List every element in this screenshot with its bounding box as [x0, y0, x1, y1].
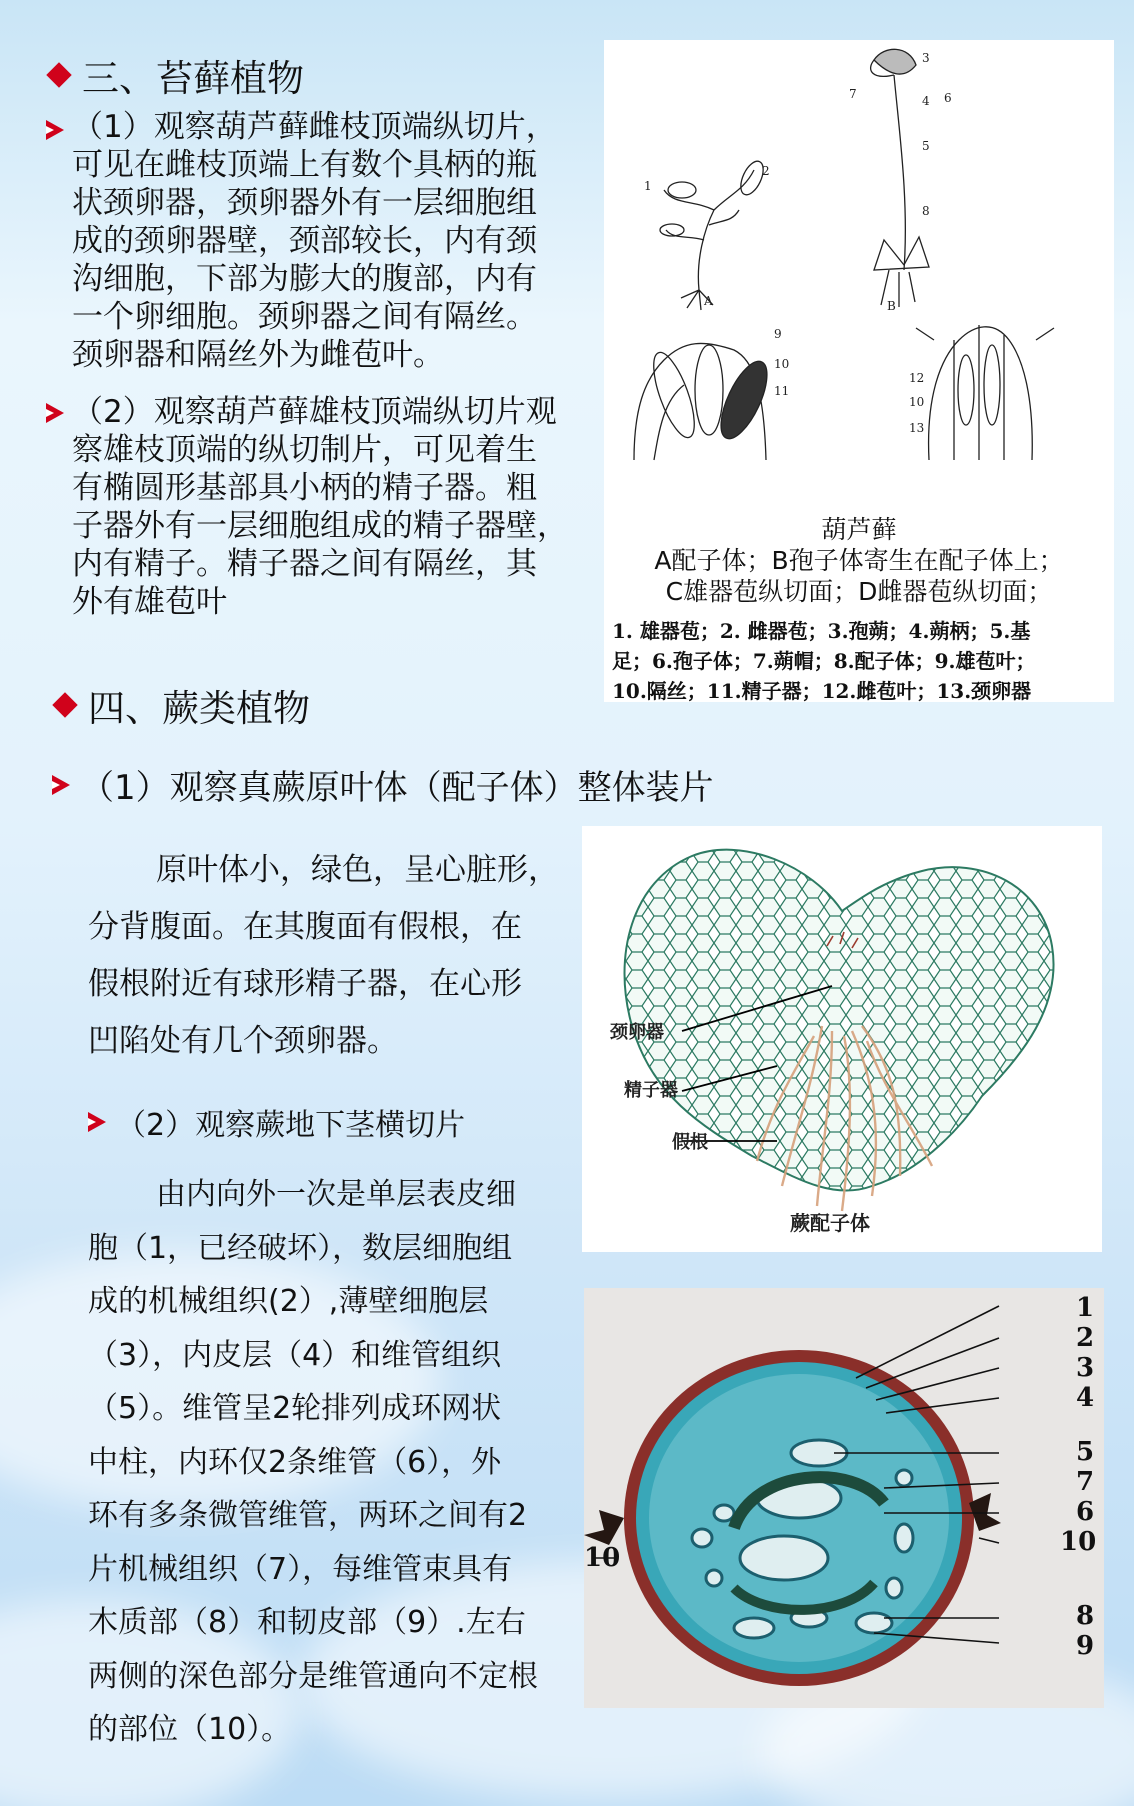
fern-item2-text — [88, 1168, 588, 1757]
rhizome-label-5: 5 — [1076, 1437, 1095, 1467]
rhizome-label-3: 3 — [1076, 1353, 1095, 1383]
text-line: 成的机械组织(2）,薄壁细胞层 — [88, 1284, 489, 1319]
moss-label-A: A — [704, 294, 713, 308]
fern-gametophyte-figure — [582, 826, 1102, 1252]
rhizome-label-1: 1 — [1076, 1293, 1095, 1323]
moss-label-10b: 10 — [909, 395, 925, 409]
text-line: 中柱，内环仅2条维管（6），外 — [88, 1444, 502, 1480]
text-line: （5）。维管呈2轮排列成环网状 — [88, 1391, 502, 1426]
arrow-bullet-icon — [46, 403, 64, 423]
text-line: 状颈卵器，颈卵器外有一层细胞组 — [72, 185, 537, 221]
text-line: 有椭圆形基部具小柄的精子器。粗 — [72, 470, 537, 506]
rhizome-label-6: 6 — [1076, 1497, 1095, 1527]
moss-label-5: 5 — [922, 139, 930, 153]
rhizome-label-4: 4 — [1076, 1383, 1095, 1413]
fern-item2-heading — [88, 1100, 465, 1144]
rhizome-figure — [584, 1288, 1104, 1708]
diamond-bullet-icon — [46, 62, 71, 87]
moss-caption-title: 葫芦藓 — [821, 515, 897, 544]
fern-item1-text — [88, 842, 578, 1070]
rhizome-label-8: 8 — [1076, 1601, 1095, 1631]
label-rhizoid: 假根 — [672, 1132, 708, 1153]
text-line: 成的颈卵器壁，颈部较长，内有颈 — [72, 223, 537, 259]
text-line: 分背腹面。在其腹面有假根，在 — [88, 909, 522, 945]
diamond-bullet-icon — [52, 692, 77, 717]
caption-line: C雄器苞纵切面；D雌器苞纵切面； — [665, 577, 1053, 606]
text-line: （1）观察葫芦藓雌枝顶端纵切片， — [72, 109, 557, 145]
text-line: 假根附近有球形精子器，在心形 — [88, 966, 522, 1002]
moss-label-12: 12 — [909, 371, 925, 385]
text-line: 的部位（10）。 — [88, 1712, 292, 1747]
rhizome-illustration — [584, 1288, 1104, 1708]
fern-gametophyte-illustration — [582, 826, 1102, 1252]
legend-line: 10.隔丝；11.精子器；12.雌苞叶；13.颈卵器 — [612, 679, 1032, 702]
rhizome-label-10-right: 10 — [1060, 1527, 1097, 1557]
arrow-bullet-icon — [52, 775, 70, 795]
moss-item1-text — [72, 108, 592, 374]
rhizome-label-2: 2 — [1076, 1323, 1095, 1353]
text-line: 子器外有一层细胞组成的精子器壁， — [72, 508, 568, 544]
moss-legend — [612, 616, 1108, 702]
moss-label-1: 1 — [644, 179, 652, 193]
text-line: 一个卵细胞。颈卵器之间有隔丝。 — [72, 299, 537, 335]
rhizome-label-9: 9 — [1076, 1631, 1095, 1661]
arrow-bullet-icon — [46, 120, 64, 140]
section4-title: 四、蕨类植物 — [88, 687, 310, 730]
moss-caption — [604, 514, 1114, 607]
moss-item2-text — [72, 393, 592, 621]
legend-line: 足；6.孢子体；7.蒴帽；8.配子体；9.雄苞叶； — [612, 649, 1036, 673]
text-line: 两侧的深色部分是维管通向不定根 — [88, 1658, 538, 1694]
text-line: 颈卵器和隔丝外为雌苞叶。 — [72, 337, 444, 373]
text-line: 原叶体小，绿色，呈心脏形， — [156, 852, 559, 888]
moss-label-3: 3 — [922, 51, 930, 65]
moss-label-9: 9 — [774, 327, 782, 341]
text-line: 胞（1，已经破坏），数层细胞组 — [88, 1230, 513, 1266]
moss-label-11: 11 — [774, 384, 790, 398]
text-line: 木质部（8）和韧皮部（9）.左右 — [88, 1605, 526, 1640]
section3-title: 三、苔藓植物 — [82, 57, 304, 100]
moss-label-6: 6 — [944, 91, 952, 105]
arrow-bullet-icon — [88, 1112, 106, 1132]
fern-figure-caption: 蕨配子体 — [790, 1211, 870, 1235]
text-line: 环有多条微管维管，两环之间有2 — [88, 1498, 528, 1533]
text-line: 凹陷处有几个颈卵器。 — [88, 1023, 398, 1059]
text-line: 可见在雌枝顶端上有数个具柄的瓶 — [72, 147, 537, 183]
moss-label-2: 2 — [762, 164, 770, 178]
label-antheridium: 精子器 — [624, 1080, 678, 1101]
moss-figure — [604, 40, 1114, 702]
moss-label-7: 7 — [849, 87, 857, 101]
text-line: 察雄枝顶端的纵切制片，可见着生 — [72, 432, 537, 468]
fern-item2-title: （2）观察蕨地下茎横切片 — [116, 1108, 466, 1143]
rhizome-label-10-left: 10 — [584, 1543, 621, 1573]
caption-line: A配子体；B孢子体寄生在配子体上； — [654, 546, 1064, 575]
moss-label-4: 4 — [922, 94, 930, 108]
moss-label-8: 8 — [922, 204, 930, 218]
text-line: 内有精子。精子器之间有隔丝，其 — [72, 546, 537, 582]
rhizome-label-7: 7 — [1076, 1467, 1095, 1497]
fern-item1-title: （1）观察真蕨原叶体（配子体）整体装片 — [80, 768, 714, 808]
moss-label-10: 10 — [774, 357, 790, 371]
text-line: （3），内皮层（4）和维管组织 — [88, 1337, 502, 1373]
legend-line: 1. 雄器苞；2. 雌器苞；3.孢蒴；4.蒴柄；5.基 — [612, 619, 1031, 643]
section4-heading — [56, 678, 310, 732]
text-line: 片机械组织（7），每维管束具有 — [88, 1551, 513, 1587]
fern-item1-heading — [52, 760, 714, 809]
text-line: 外有雄苞叶 — [72, 584, 227, 620]
text-line: （2）观察葫芦藓雄枝顶端纵切片观 — [72, 394, 557, 430]
moss-illustration — [604, 40, 1114, 520]
section3-heading — [50, 48, 304, 102]
moss-label-13: 13 — [909, 421, 925, 435]
text-line: 沟细胞，下部为膨大的腹部，内有 — [72, 261, 537, 297]
label-archegonium: 颈卵器 — [610, 1022, 664, 1043]
moss-label-B: B — [887, 299, 896, 313]
text-line: 由内向外一次是单层表皮细 — [156, 1177, 516, 1212]
